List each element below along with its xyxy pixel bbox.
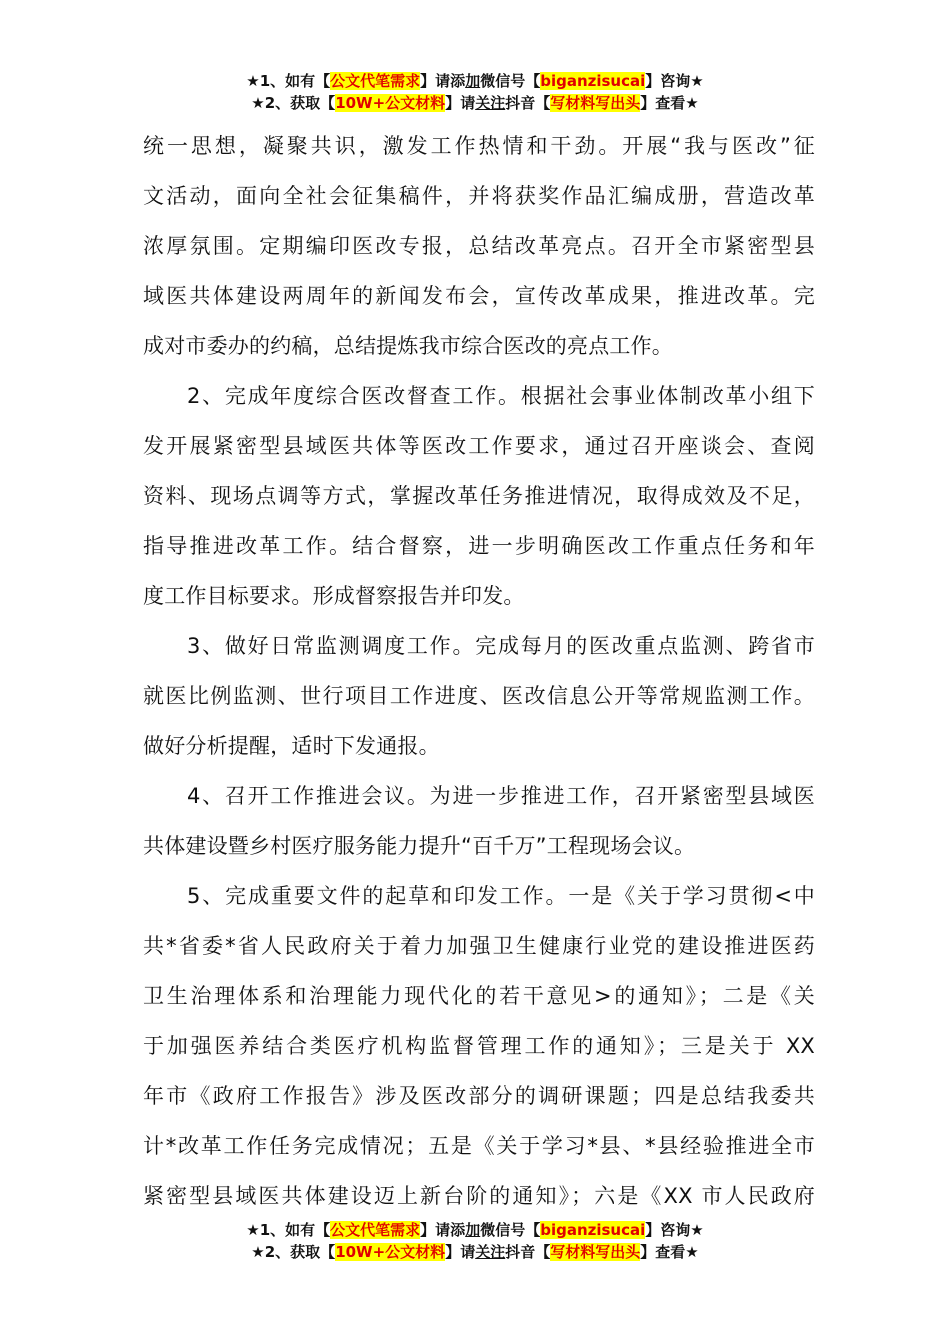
- footer-banner: [0, 1219, 950, 1263]
- banner-highlight: 公文代笔需求: [330, 1221, 421, 1239]
- body-line: 年市《政府工作报告》涉及医改部分的调研课题；四是总结我委共: [143, 1084, 815, 1108]
- body-line: 指导推进改革工作。结合督察，进一步明确医改工作重点任务和年: [143, 534, 815, 558]
- banner-text: 】请添: [420, 1221, 466, 1239]
- banner-underlined: 关注: [475, 1243, 506, 1261]
- banner-text: 微信号【: [480, 1221, 541, 1239]
- body-line: 域医共体建设两周年的新闻发布会，宣传改革成果，推进改革。完: [143, 284, 815, 308]
- body-line: 共*省委*省人民政府关于着力加强卫生健康行业党的建设推进医药: [143, 934, 815, 958]
- banner-text: 抖音【: [505, 94, 551, 112]
- banner-line-1: [0, 70, 950, 92]
- banner-text: 】查看★: [640, 1243, 699, 1261]
- body-line: 做好分析提醒，适时下发通报。: [143, 734, 440, 758]
- banner-text: ★1、如有【: [246, 72, 331, 90]
- banner-highlight: biganzisucai: [540, 1221, 646, 1239]
- body-line: 浓厚氛围。定期编印医改专报，总结改革亮点。召开全市紧密型县: [143, 234, 815, 258]
- banner-text: ★2、获取【: [251, 94, 336, 112]
- body-line: 4、召开工作推进会议。为进一步推进工作，召开紧密型县域医: [187, 784, 815, 808]
- banner-text: 】咨询★: [645, 72, 704, 90]
- banner-text: 】请添: [420, 72, 466, 90]
- banner-highlight: 写材料写出头: [550, 94, 641, 112]
- banner-highlight: biganzisucai: [540, 72, 646, 90]
- banner-underlined: 关注: [475, 94, 506, 112]
- body-line: 就医比例监测、世行项目工作进度、医改信息公开等常规监测工作。: [143, 684, 815, 708]
- header-banner: [0, 70, 950, 114]
- banner-underlined: 加: [465, 72, 481, 90]
- banner-line-2: [0, 1241, 950, 1263]
- banner-highlight: 10W+公文材料: [335, 94, 446, 112]
- banner-underlined: 加: [465, 1221, 481, 1239]
- body-line: 共体建设暨乡村医疗服务能力提升“百千万”工程现场会议。: [143, 834, 696, 858]
- body-line: 计*改革工作任务完成情况；五是《关于学习*县、*县经验推进全市: [143, 1134, 815, 1158]
- banner-text: 】请: [445, 94, 476, 112]
- body-line: 5、完成重要文件的起草和印发工作。一是《关于学习贯彻<中: [187, 884, 815, 908]
- banner-line-2: [0, 92, 950, 114]
- banner-text: ★2、获取【: [251, 1243, 336, 1261]
- banner-text: 】请: [445, 1243, 476, 1261]
- body-line: 卫生治理体系和治理能力现代化的若干意见>的通知》；二是《关: [143, 984, 815, 1008]
- banner-highlight: 10W+公文材料: [335, 1243, 446, 1261]
- body-line: 统一思想，凝聚共识，激发工作热情和干劲。开展“我与医改”征: [143, 134, 815, 158]
- banner-text: ★1、如有【: [246, 1221, 331, 1239]
- banner-text: 抖音【: [505, 1243, 551, 1261]
- body-line: 资料、现场点调等方式，掌握改革任务推进情况，取得成效及不足，: [143, 484, 815, 508]
- banner-highlight: 公文代笔需求: [330, 72, 421, 90]
- body-line: 发开展紧密型县域医共体等医改工作要求，通过召开座谈会、查阅: [143, 434, 815, 458]
- body-line: 3、做好日常监测调度工作。完成每月的医改重点监测、跨省市: [187, 634, 815, 658]
- banner-text: 】咨询★: [645, 1221, 704, 1239]
- banner-text: 微信号【: [480, 72, 541, 90]
- document-body: [143, 121, 815, 1221]
- body-line: 于加强医养结合类医疗机构监督管理工作的通知》；三是关于 XX: [143, 1034, 815, 1058]
- body-line: 文活动，面向全社会征集稿件，并将获奖作品汇编成册，营造改革: [143, 184, 815, 208]
- body-line: 2、完成年度综合医改督查工作。根据社会事业体制改革小组下: [187, 384, 815, 408]
- body-line: 紧密型县域医共体建设迈上新台阶的通知》；六是《XX 市人民政府: [143, 1184, 815, 1208]
- banner-line-1: [0, 1219, 950, 1241]
- body-line: 度工作目标要求。形成督察报告并印发。: [143, 584, 525, 608]
- banner-highlight: 写材料写出头: [550, 1243, 641, 1261]
- body-line: 成对市委办的约稿，总结提炼我市综合医改的亮点工作。: [143, 334, 673, 358]
- banner-text: 】查看★: [640, 94, 699, 112]
